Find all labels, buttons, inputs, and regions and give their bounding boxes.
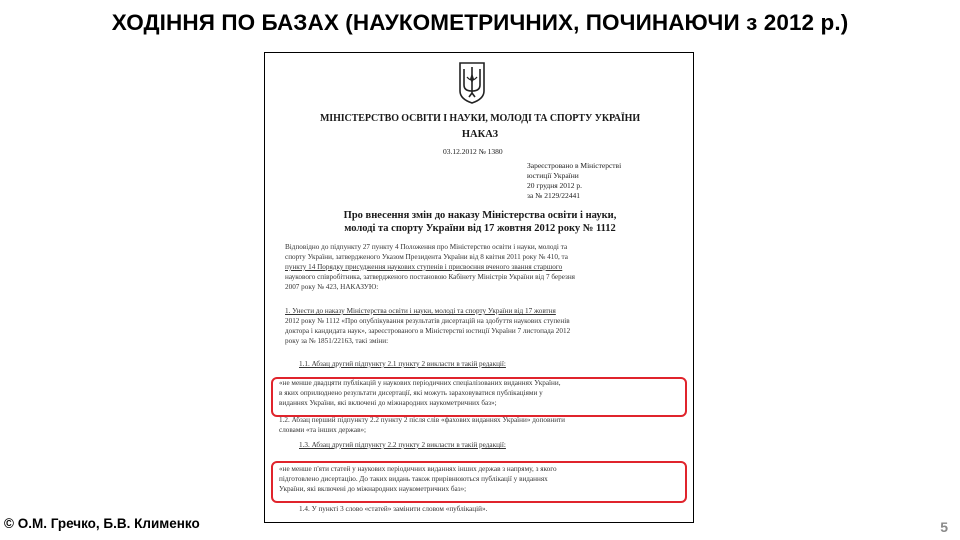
item-1-4-paragraph <box>299 505 679 515</box>
order-title: НАКАЗ <box>461 129 499 140</box>
registration-line: юстиції України <box>527 171 579 180</box>
subject-line: молоді та спорту України від 17 жовтня 2012 року № 1112 <box>344 223 616 234</box>
text-line: наукового співробітника, затвердженого постановою Кабінету Міністрів України від 7 березня <box>285 272 575 281</box>
text-line: 2007 року № 423, НАКАЗУЮ: <box>285 282 379 291</box>
order-document <box>265 53 694 523</box>
registration-line: Зареєстровано в Міністерстві <box>527 161 622 170</box>
text-line: 1.3. Абзац другий підпункту 2.2 пункту 2 викласти в такій редакції: <box>299 441 506 449</box>
text-line: Відповідно до підпункту 27 пункту 4 Положення про Міністерство освіти і науки, молоді та <box>285 243 568 251</box>
trident-emblem-icon <box>458 61 486 105</box>
highlight-box-item-1-3 <box>271 461 687 503</box>
text-line: спорту України, затвердженого Указом Президента України від 8 квітня 2011 року № 410, та <box>285 252 568 261</box>
text-line: 1.2. Абзац перший підпункту 2.2 пункту 2 після слів «фахових виданнях України» доповнити <box>279 416 566 424</box>
highlight-box-item-1-1 <box>271 377 687 417</box>
order-subject <box>265 209 694 235</box>
item-1-3-heading <box>299 441 679 451</box>
slide-title: ХОДІННЯ ПО БАЗАХ (НАУКОМЕТРИЧНИХ, ПОЧИНАЮЧИ з 2012 р.) <box>111 10 849 35</box>
text-line: підготовлено дисертацію. До таких видань також прирівнюються публікації у виданнях <box>279 474 548 483</box>
subject-line: Про внесення змін до наказу Міністерства освіти і науки, <box>343 210 617 221</box>
registration-line: 20 грудня 2012 р. <box>527 181 583 190</box>
slide-number: 5 <box>940 519 948 535</box>
text-line: «не менше двадцяти публікацій у наукових періодичних спеціалізованих виданнях України, <box>279 379 561 387</box>
text-line: словами «та інших держав»; <box>279 425 367 434</box>
order-document-image <box>264 52 694 523</box>
ministry-heading: МІНІСТЕРСТВО ОСВІТИ І НАУКИ, МОЛОДІ ТА СПОРТУ УКРАЇНИ <box>319 113 641 124</box>
text-line: «не менше п'яти статей у наукових періодичних виданнях інших держав з напряму, з якого <box>279 465 557 473</box>
text-line: України, які включені до міжнародних наукометричних баз»; <box>279 484 467 493</box>
text-line: в яких оприлюднено результати дисертації, які можуть зараховуватися публікаціями у <box>279 388 543 397</box>
preamble-paragraph <box>285 243 685 293</box>
text-line: 1. Унести до наказу Міністерства освіти і науки, молоді та спорту України від 17 жовтня <box>285 307 556 315</box>
text-line: пункту 14 Порядку присудження наукових ступенів і присвоєння вченого звання старшого <box>285 262 563 271</box>
item-1-1-heading <box>299 360 679 370</box>
text-line: 2012 року № 1112 «Про опублікування результатів дисертацій на здобуття наукових ступенів <box>285 316 570 325</box>
text-line: доктора і кандидата наук», зареєстрованого в Міністерстві юстиції України 7 листопада 2012 <box>285 326 571 335</box>
text-line: року за № 1851/22163, такі зміни: <box>285 336 389 345</box>
footer-author: © О.М. Гречко, Б.В. Клименко <box>4 516 200 531</box>
text-line: 1.1. Абзац другий підпункту 2.1 пункту 2 викласти в такій редакції: <box>299 360 506 368</box>
order-number: 03.12.2012 № 1380 <box>443 147 503 156</box>
registration-stamp <box>527 161 621 201</box>
text-line: 1.4. У пункті 3 слово «статей» замінити словом «публікацій». <box>299 505 488 513</box>
item-1-2-paragraph <box>279 416 681 436</box>
text-line: виданнях України, які включені до міжнародних наукометричних баз»; <box>279 398 497 407</box>
registration-line: за № 2129/22441 <box>527 191 581 200</box>
item-1-paragraph <box>285 307 685 347</box>
